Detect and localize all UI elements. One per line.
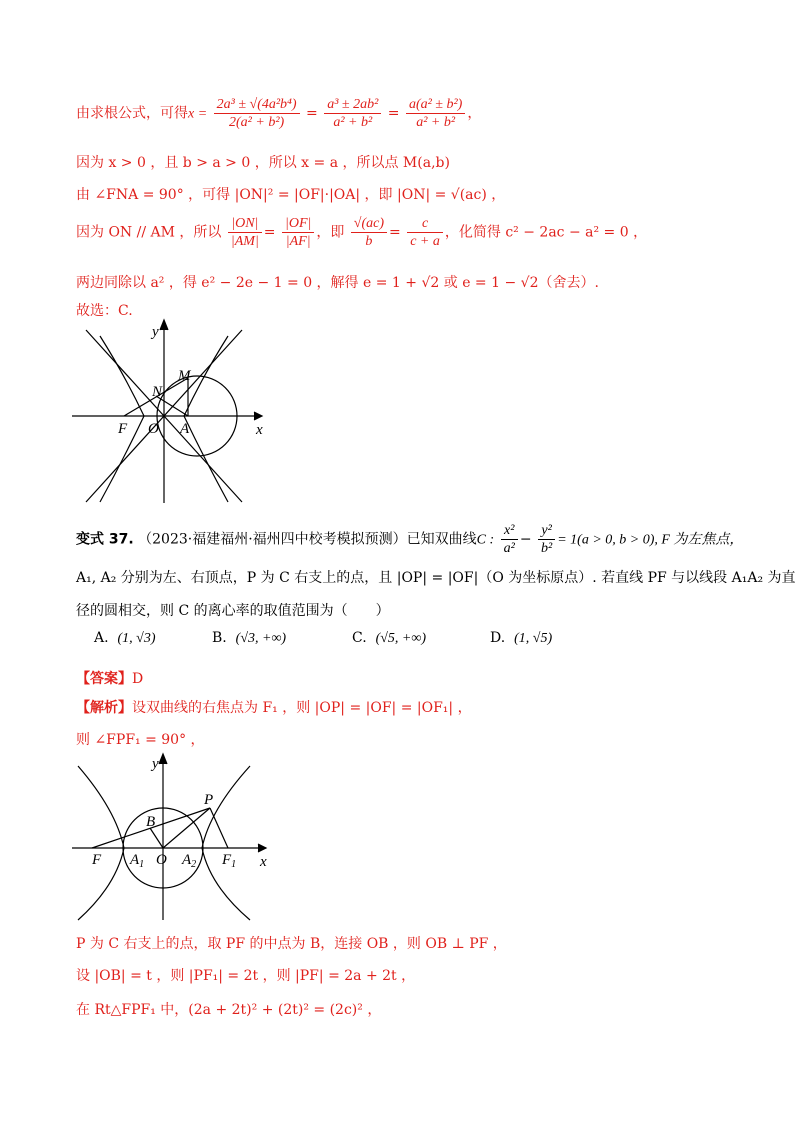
label-P: P (204, 792, 214, 808)
answer-line: 【答案】D (76, 671, 144, 687)
solution-line-1: 由求根公式，可得x = $\frac{\text{2a³ ± √(4a²b⁴)}}{\text{2(a² + b²)}}$ = $\frac{\text{a³ ± 2ab²}}{\text{a² + b²}}$ = $\frac{\text{a(a² ± b²)}}{\text{a² + b²}}$ ， (76, 97, 482, 130)
problem-line-2: A₁, A₂ 分别为左、右顶点，P 为 C 右支上的点，且 |OP| = |OF|（O 为坐标原点）. 若直线 PF 与以线段 A₁A₂ 为直 (76, 570, 796, 586)
label-B: B (146, 814, 156, 830)
fraction-sqrt-ac: $\frac{√(ac)}{b}$ (351, 215, 387, 250)
solution-line-2: 因为 x > 0 ，且 b > a > 0 ，所以 x = a ，所以点 M(a,b) (76, 155, 450, 171)
option-d[interactable]: D. (1, √5) (490, 630, 553, 646)
label-A2: $A_2$ (182, 852, 197, 870)
figure-hyperbola-2 (70, 752, 280, 924)
label-A: A (180, 421, 190, 437)
problem-label: 变式 37. (76, 531, 134, 548)
analysis-line-5: 在 Rt△FPF₁ 中，(2a + 2t)² + (2t)² = (2c)² ， (76, 1002, 382, 1018)
problem-line-3: 径的圆相交，则 C 的离心率的取值范围为（ ） (76, 603, 390, 619)
label-x: x (256, 422, 263, 438)
problem-line-1: 变式 37. （2023·福建福州·福州四中校考模拟预测）已知双曲线C : $\frac{\text{x²}}{\text{a²}}$ − $\frac{\text{y²}}{\text{b²}}$ = 1(a > 0, b > 0), F 为左焦点， (76, 523, 744, 556)
label-M: M (178, 368, 191, 384)
fraction-2: $\frac{\text{a³ ± 2ab²}}{\text{a² + b²}}$ (324, 96, 381, 131)
y-axis-arrow (159, 754, 167, 764)
option-c[interactable]: C. (√5, +∞) (352, 630, 427, 646)
label-y: y (152, 756, 159, 772)
fraction-1: $\frac{\text{2a³ ± √(4a²b⁴)}}{\text{2(a² + b²)}}$ (214, 96, 300, 131)
label-x: x (260, 854, 267, 870)
analysis-line-1: 【解析】设双曲线的右焦点为 F₁ ，则 |OP| = |OF| = |OF₁| ， (76, 700, 472, 716)
option-b[interactable]: B. (√3, +∞) (212, 630, 287, 646)
x-axis-arrow (258, 844, 266, 852)
label-O: O (156, 852, 167, 868)
fraction-3: $\frac{\text{a(a² ± b²)}}{\text{a² + b²}}$ (406, 96, 465, 131)
analysis-line-4: 设 |OB| = t ，则 |PF₁| = 2t ，则 |PF| = 2a + 2t ， (76, 968, 416, 984)
analysis-line-3: P 为 C 右支上的点，取 PF 的中点为 B，连接 OB ，则 OB ⊥ PF ， (76, 936, 507, 952)
label-y: y (152, 324, 159, 340)
analysis-line-2: 则 ∠FPF₁ = 90° ， (76, 732, 205, 748)
label-A1: $A_1$ (130, 852, 145, 870)
fraction-x2a2: $\frac{\text{x²}}{\text{a²}}$ (501, 522, 518, 557)
solution-line-5: 两边同除以 a² ，得 e² − 2e − 1 = 0 ，解得 e = 1 + √2 或 e = 1 − √2（舍去）. (76, 275, 599, 291)
y-axis-arrow (160, 320, 168, 330)
hyperbola-left-branch (78, 766, 124, 920)
fraction-y2b2: $\frac{\text{y²}}{\text{b²}}$ (538, 522, 555, 557)
hyperbola-left-branch (100, 336, 144, 502)
option-a[interactable]: A. (1, √3) (94, 630, 156, 646)
label-F: F (92, 852, 102, 868)
segment-pf1 (210, 808, 228, 848)
line1-x: x = (188, 106, 208, 122)
label-O: O (148, 421, 159, 437)
solution-line-3: 由 ∠FNA = 90° ，可得 |ON|² = |OF|·|OA| ，即 |ON| = √(ac) ， (76, 187, 506, 203)
fraction-c: $\frac{c}{c + a}$ (407, 215, 443, 250)
label-N: N (152, 384, 163, 400)
figure-hyperbola-1 (70, 318, 270, 508)
line1-prefix: 由求根公式，可得 (76, 105, 188, 122)
segment-ob (150, 828, 163, 848)
fraction-of-af: $\frac{|OF|}{|AF|}$ (282, 215, 314, 250)
solution-line-6: 故选：C. (76, 303, 133, 319)
fraction-on-am: $\frac{|ON|}{|AM|}$ (228, 215, 262, 250)
hyperbola-right-branch (184, 336, 228, 502)
label-F1: $F_1$ (222, 852, 237, 870)
solution-line-4: 因为 ON // AM ，所以 $\frac{|ON|}{|AM|}$ = $\frac{|OF|}{|AF|}$ ，即 $\frac{√(ac)}{b}$ = $\frac{c}{c + a}$ ，化简得 c² − 2ac − a² = 0 ， (76, 216, 648, 249)
x-axis-arrow (254, 412, 262, 420)
label-F: F (118, 421, 128, 437)
